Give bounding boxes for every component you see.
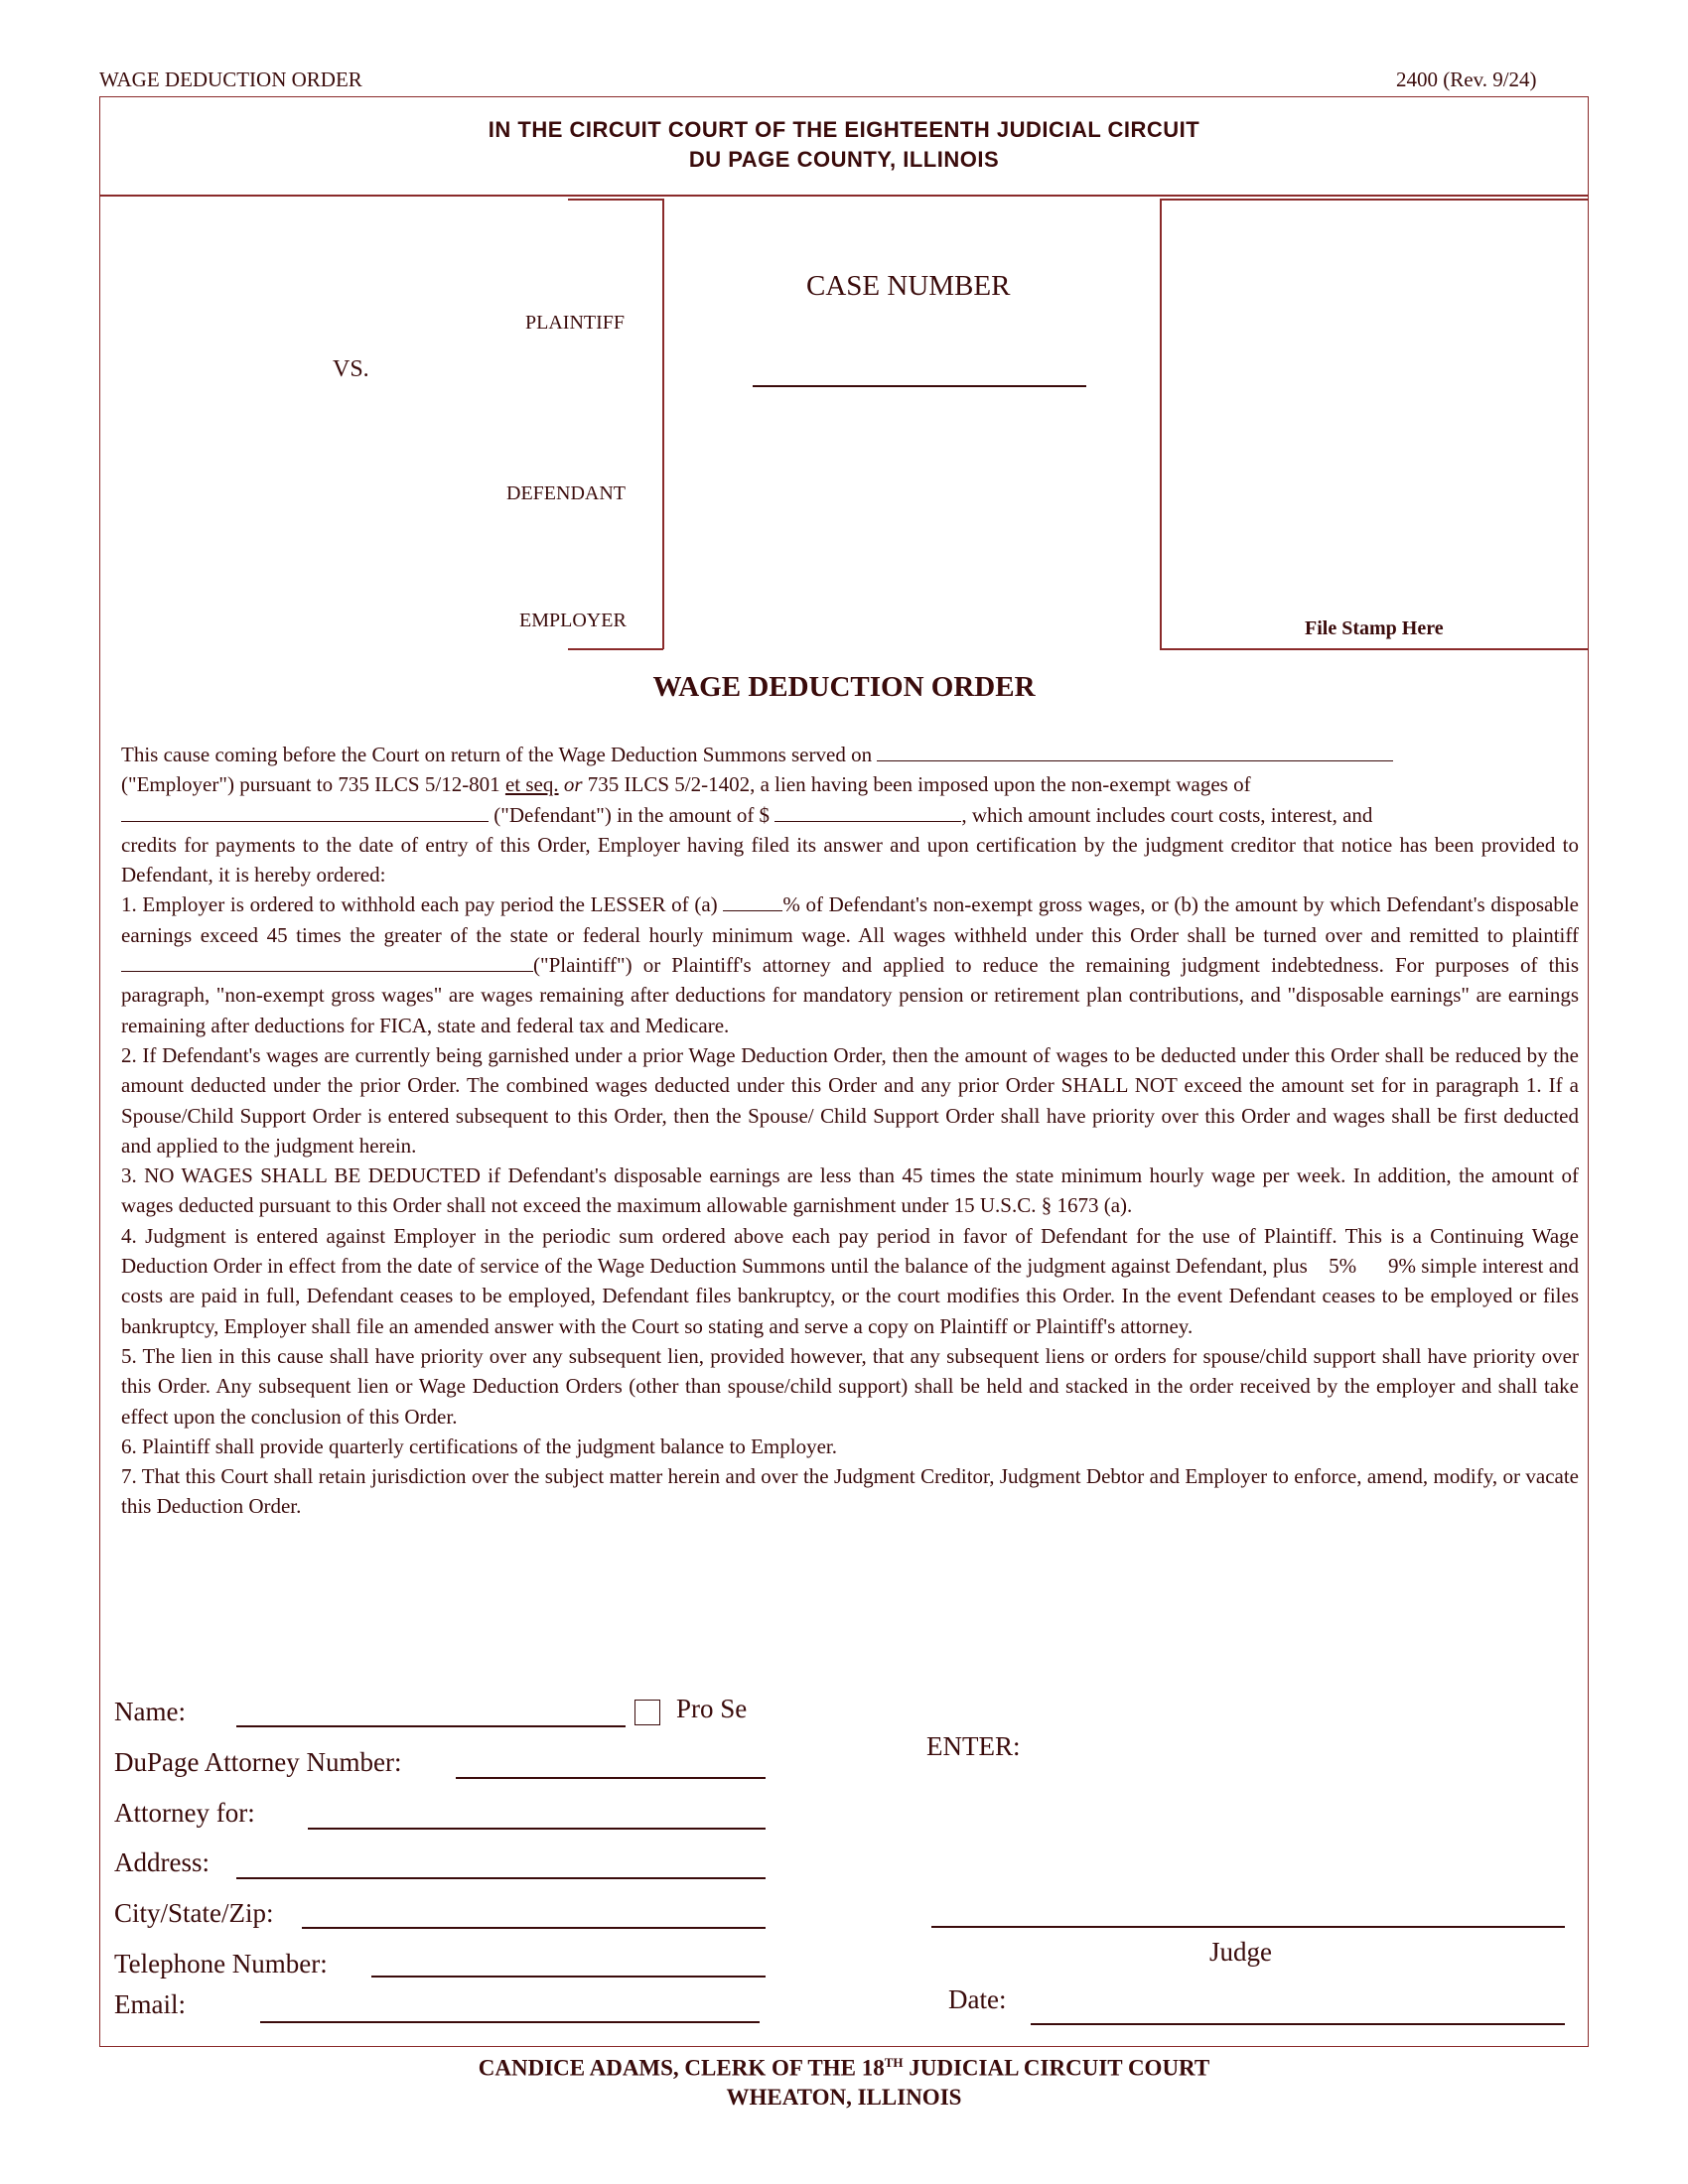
stamp-box-left xyxy=(1160,199,1162,649)
paragraph-2: 2. If Defendant's wages are currently being garnished under a prior Wage Deduction Order, then the amount of wages to be deducted under this Order shall be reduced by the amount deducted under the prior Order. The combined wages deducted under this Order and any prior Order SHALL NOT exceed the amount set for in paragraph 1. If a Spouse/Child Support Order is entered subsequent to this Order, then the Spouse/ Child Support Order shall have priority over this Order and wages shall be first deducted and applied to the judgment herein. xyxy=(121,1042,1579,1158)
defendant-label: DEFENDANT xyxy=(506,482,626,504)
paragraph-7: 7. That this Court shall retain jurisdiction over the subject matter herein and over the Judgment Creditor, Judgment Debtor and Employer to enforce, amend, modify, or vacate this Deduction Order. xyxy=(121,1464,1579,1519)
city-state-zip-field[interactable] xyxy=(302,1927,766,1929)
paragraph-1: 1. Employer is ordered to withhold each pay period the LESSER of (a) % of Defendant's non-exempt gross wages, or (b) the amount by which Defendant's disposable earnings exceed 45 times the greater of the state or federal hourly minimum wage. All wages withheld under this Order shall be turned over and remitted to plaintiff ("Plaintiff") or Plaintiff's attorney and applied to reduce the remaining judgment indebtedness. For purposes of this paragraph, "non-exempt gross wages" are wages remaining after deductions for mandatory pension or retirement plan contributions, and "disposable earnings" are earnings remaining after deductions for FICA, state and federal tax and Medicare. xyxy=(121,892,1580,1037)
order-body xyxy=(121,740,1579,1522)
address-label: Address: xyxy=(114,1847,210,1877)
email-label: Email: xyxy=(114,1989,186,2019)
clerk-location: WHEATON, ILLINOIS xyxy=(726,2085,962,2110)
stamp-box-bottom xyxy=(1160,648,1589,650)
judge-label: Judge xyxy=(1209,1937,1272,1967)
court-name: IN THE CIRCUIT COURT OF THE EIGHTEENTH JUDICIAL CIRCUIT xyxy=(488,117,1200,142)
interest-option-5[interactable]: 5% xyxy=(1329,1254,1357,1279)
form-number: 2400 (Rev. 9/24) xyxy=(1396,68,1537,91)
plaintiff-name-field[interactable] xyxy=(121,953,533,972)
stamp-box-top xyxy=(1160,199,1589,201)
employer-name-field[interactable] xyxy=(877,743,1393,761)
attorney-for-field[interactable] xyxy=(308,1828,766,1830)
file-stamp-label: File Stamp Here xyxy=(1305,617,1444,639)
paragraph-4: 4. Judgment is entered against Employer in the periodic sum ordered above each pay period in favor of Defendant for the use of Plaintiff. This is a Continuing Wage Deduction Order in effect from the date of service of the Wage Deduction Summons until the balance of the judgment against Defendant, plus 5% 9% simple interest and costs are paid in full, Defendant ceases to be employed, Defendant files bankruptcy, or the court modifies this Order. In the event Defendant ceases to be employed or files bankruptcy, Employer shall file an amended answer with the Court so stating and serve a copy on Plaintiff or Plaintiff's attorney. xyxy=(121,1223,1580,1338)
form-title-header: WAGE DEDUCTION ORDER xyxy=(99,68,362,91)
name-field[interactable] xyxy=(236,1725,626,1727)
telephone-field[interactable] xyxy=(371,1976,766,1978)
vs-label: VS. xyxy=(333,356,369,382)
judge-signature-field[interactable] xyxy=(931,1926,1565,1928)
attorney-number-field[interactable] xyxy=(456,1777,766,1779)
enter-label: ENTER: xyxy=(926,1731,1021,1761)
pro-se-label: Pro Se xyxy=(676,1694,748,1723)
paragraph-6: 6. Plaintiff shall provide quarterly certifications of the judgment balance to Employer. xyxy=(121,1433,837,1458)
caption-divider xyxy=(662,199,664,649)
defendant-name-field[interactable] xyxy=(121,803,489,822)
email-field[interactable] xyxy=(260,2021,760,2023)
name-label: Name: xyxy=(114,1697,186,1726)
case-number-label: CASE NUMBER xyxy=(806,270,1011,302)
county-name: DU PAGE COUNTY, ILLINOIS xyxy=(688,147,1000,172)
paragraph-5: 5. The lien in this cause shall have priority over any subsequent lien, provided however, that any subsequent liens or orders for spouse/child support shall have priority over this Order. Any subsequent lien or Wage Deduction Orders (other than spouse/child support) shall be held and stacked in the order received by the employer and shall take effect upon the conclusion of this Order. xyxy=(121,1343,1579,1429)
order-title: WAGE DEDUCTION ORDER xyxy=(652,671,1036,703)
amount-field[interactable] xyxy=(774,803,961,822)
date-field[interactable] xyxy=(1031,2023,1565,2025)
clerk-line: CANDICE ADAMS, CLERK OF THE 18TH JUDICIAL CIRCUIT COURT xyxy=(478,2055,1210,2081)
paragraph-3: 3. NO WAGES SHALL BE DEDUCTED if Defendant's disposable earnings are less than 45 times the state minimum hourly wage per week. In addition, the amount of wages deducted pursuant to this Order shall not exceed the maximum allowable garnishment under 15 U.S.C. § 1673 (a). xyxy=(121,1163,1579,1218)
caption-top-line xyxy=(568,199,663,201)
plaintiff-label: PLAINTIFF xyxy=(525,312,626,334)
employer-label: EMPLOYER xyxy=(519,610,627,631)
attorney-number-label: DuPage Attorney Number: xyxy=(114,1747,402,1777)
header-divider xyxy=(99,195,1589,197)
address-field[interactable] xyxy=(236,1877,766,1879)
case-number-field[interactable] xyxy=(753,385,1086,387)
date-label: Date: xyxy=(948,1984,1007,2014)
interest-option-9[interactable]: 9% xyxy=(1387,1254,1416,1279)
caption-bottom-line xyxy=(568,648,663,650)
telephone-label: Telephone Number: xyxy=(114,1949,328,1979)
intro-paragraph: This cause coming before the Court on return of the Wage Deduction Summons served on ("Employer") pursuant to 735 ILCS 5/12-801 et seq. or 735 ILCS 5/2-1402, a lien having been imposed upon the non-exempt wages of ("Defendant") in the amount of $ , which amount includes court costs, interest, and credits for payments to the date of entry of this Order, Employer having filed its answer and upon certification by the judgment creditor that notice has been provided to Defendant, it is hereby ordered: xyxy=(121,743,1579,887)
percent-field[interactable] xyxy=(723,892,782,911)
pro-se-checkbox[interactable] xyxy=(634,1700,660,1725)
city-state-zip-label: City/State/Zip: xyxy=(114,1898,274,1928)
attorney-for-label: Attorney for: xyxy=(114,1798,255,1828)
